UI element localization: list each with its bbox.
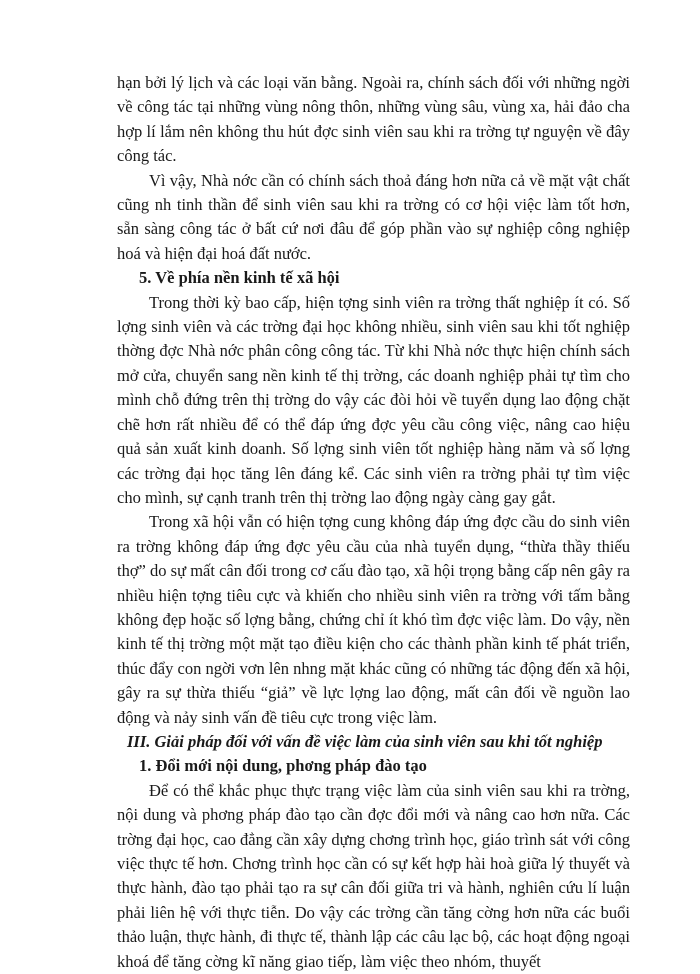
- section-heading: III. Giải pháp đối với vấn đề việc làm của sinh viên sau khi tốt nghiệp: [127, 731, 603, 751]
- subsection-heading: 1. Đổi mới nội dung, phơng pháp đào tạo: [139, 756, 427, 776]
- paragraph: Trong thời kỳ bao cấp, hiện tợng sinh viên ra trờng thất nghiệp ít có. Số lợng sinh viên và các trờng đại học không nhiều, sinh viên sau khi tốt nghiệp thờng đợc Nhà nớc phân công công tác. Từ khi Nhà nớc thực hiện chính sách mở cửa, chuyển sang nền kinh tế thị trờng, các doanh nghiệp phải tự tìm cho mình chỗ đứng trên thị trờng do vậy các đòi hỏi về tuyển dụng lao động chặt chẽ hơn rất nhiều để có thể đáp ứng đợc yêu cầu công việc, nâng cao hiệu quả sản xuất kinh doanh. Số lợng sinh viên tốt nghiệp hàng năm và số lợng các trờng đại học tăng lên đáng kể. Các sinh viên ra trờng phải tự tìm việc cho mình, sự cạnh tranh trên thị trờng lao động ngày càng gay gắt.: [117, 292, 630, 507]
- paragraph: Vì vậy, Nhà nớc cần có chính sách thoả đáng hơn nữa cả về mặt vật chất cũng nh tinh thần để sinh viên sau khi ra trờng có cơ hội việc làm tốt hơn, sẵn sàng công tác ở bất cứ nơi đâu để góp phần vào sự nghiệp công nghiệp hoá và hiện đại hoá đất nước.: [117, 170, 630, 263]
- section-heading: 5. Về phía nền kinh tế xã hội: [139, 268, 340, 288]
- paragraph: Để có thể khắc phục thực trạng việc làm của sinh viên sau khi ra trờng, nội dung và phơng pháp đào tạo cần đợc đổi mới và nâng cao hơn nữa. Các trờng đại học, cao đẳng cần xây dựng chơng trình học, giáo trình sát với công việc thực tế hơn. Chơng trình học cần có sự kết hợp hài hoà giữa lý thuyết và thực hành, đào tạo phải tạo ra sự cân đối giữa tri và hành, nghiên cứu lí luận phải liên hệ với thực tiễn. Do vậy các trờng cần tăng cờng hơn nữa các buổi thảo luận, thực hành, đi thực tế, thành lập các câu lạc bộ, các hoạt động ngoại khoá để tăng cờng kĩ năng giao tiếp, làm việc theo nhóm, thuyết: [117, 780, 630, 971]
- paragraph: Trong xã hội vẫn có hiện tợng cung không đáp ứng đợc cầu do sinh viên ra trờng không đáp ứng đợc yêu cầu của nhà tuyển dụng, “thừa thầy thiếu thợ” do sự mất cân đối trong cơ cấu đào tạo, xã hội trọng bằng cấp nên gây ra nhiều hiện tợng tiêu cực và khiến cho nhiều sinh viên ra trờng với tấm bằng không đẹp hoặc số lợng bằng, chứng chỉ ít khó tìm đợc việc làm. Do vậy, nền kinh tế thị trờng một mặt tạo điều kiện cho các thành phần kinh tế phát triển, thúc đẩy con ngời vơn lên nhng mặt khác cũng có những tác động đến xã hội, gây ra sự thừa thiếu “giả” về lực lợng lao động, mất cân đối về nguồn lao động và nảy sinh vấn đề tiêu cực trong việc làm.: [117, 512, 630, 727]
- paragraph: hạn bởi lý lịch và các loại văn bằng. Ngoài ra, chính sách đối với những ngời về công tác tại những vùng nông thôn, những vùng sâu, vùng xa, hải đảo cha hợp lí lắm nên không thu hút đợc sinh viên sau khi ra trờng tự nguyện về đây công tác.: [117, 73, 630, 166]
